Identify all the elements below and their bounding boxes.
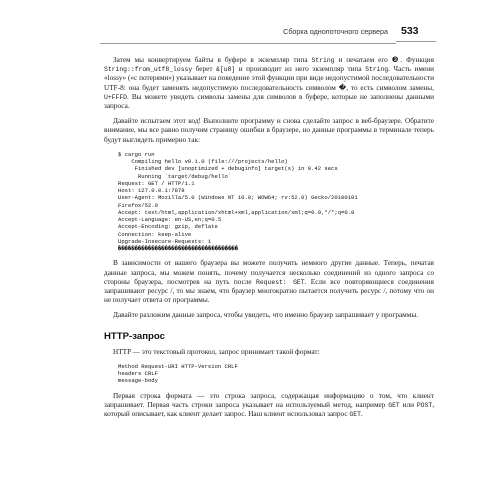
code-inline: String <box>365 66 389 74</box>
paragraph-http-text-protocol: HTTP — это текстовый протокол, запрос принимает такой формат: <box>113 347 320 356</box>
text-column <box>104 56 434 425</box>
page-number: 533 <box>396 24 436 42</box>
code-inline: &[u8] <box>216 66 236 74</box>
code-inline: U+FFFD <box>104 93 128 101</box>
paragraph-break-down-request: Давайте разложим данные запроса, чтобы увидеть, что именно браузер запрашивает у программы. <box>113 311 419 320</box>
code-inline: GET <box>349 410 361 418</box>
code-block-terminal-output: $ cargo run Compiling hello v0.1.0 (file:///projects/hello) Finished dev [unoptimized + debuginfo] target(s) in 0.42 secs Running `target/debug/hello` Request: GET / HTTP/1.1 Host: 127.0.0.1:7878 User-Agent: Mozilla/5.0 (Windows NT 10.0; WOW64; rv:52.0) Gecko/20100101 Firefox/52.0 Accept: text/html,application/xhtml+xml,application/xml;q=0.9,*/*;q=0.8 Accept-Language: en-US,en;q=0.5 Accept-Encoding: gzip, deflate Connection: keep-alive Upgrade-Insecure-Requests: 1 ������������������������������������ <box>118 150 358 253</box>
code-inline: String::from_utf8_lossy <box>104 66 193 74</box>
code-inline: Request: GET <box>256 278 305 286</box>
code-inline: GET <box>388 401 400 409</box>
code-inline: POST <box>416 401 433 409</box>
paragraph-try-code: Давайте испытаем этот код! Выполните программу и снова сделайте запрос в веб-браузере. Обратите внимание, мы все равно получим страницу ошибки в браузере, но данные программы в терминале теперь будут выглядеть примерно так: <box>104 117 434 144</box>
paragraph-lossy-explanation: Затем мы конвертируем байты в буфере в экземпляр типа String и печатаем его ❸. Функция String::from_utf8_lossy берет &[u8] и производит из него экземпляр типа String. Часть имени «lossy» («с потерями») указывает на поведение этой функции при виде недопустимой последовательности UTF-8: она будет заменять недопустимую последовательность символом �, то есть символом замены, U+FFFD. Вы можете увидеть символы замены для символов в буфере, которые не заполнены данными запроса. <box>104 56 434 111</box>
running-head-title: Сборка однопоточного сервера <box>100 26 396 44</box>
paragraph-browser-differences: В зависимости от вашего браузера вы можете получить немного другие данные. Теперь, печатая данные запроса, мы можем понять, почему получается несколько соединений из одного запроса со стороны браузера, посмотрев на путь после Request: GET. Если все повторяющиеся соединения запрашивают ресурс /, то мы знаем, что браузер многократно пытается получить ресурс /, потому что он не получает ответа от программы. <box>104 259 434 305</box>
code-block-http-format: Method Request-URI HTTP-Version CRLF headers CRLF message-body <box>118 362 238 385</box>
paragraph-request-line: Первая строка формата — это строка запроса, содержащая информацию о том, что клиент запрашивает. Первая часть строки запроса указывает на используемый метод, например GET или POST, который описывает, как клиент делает запрос. Наш клиент использовал запрос GET. <box>104 391 434 418</box>
section-heading: HTTP-запрос <box>104 330 165 342</box>
code-inline: String <box>311 57 335 64</box>
